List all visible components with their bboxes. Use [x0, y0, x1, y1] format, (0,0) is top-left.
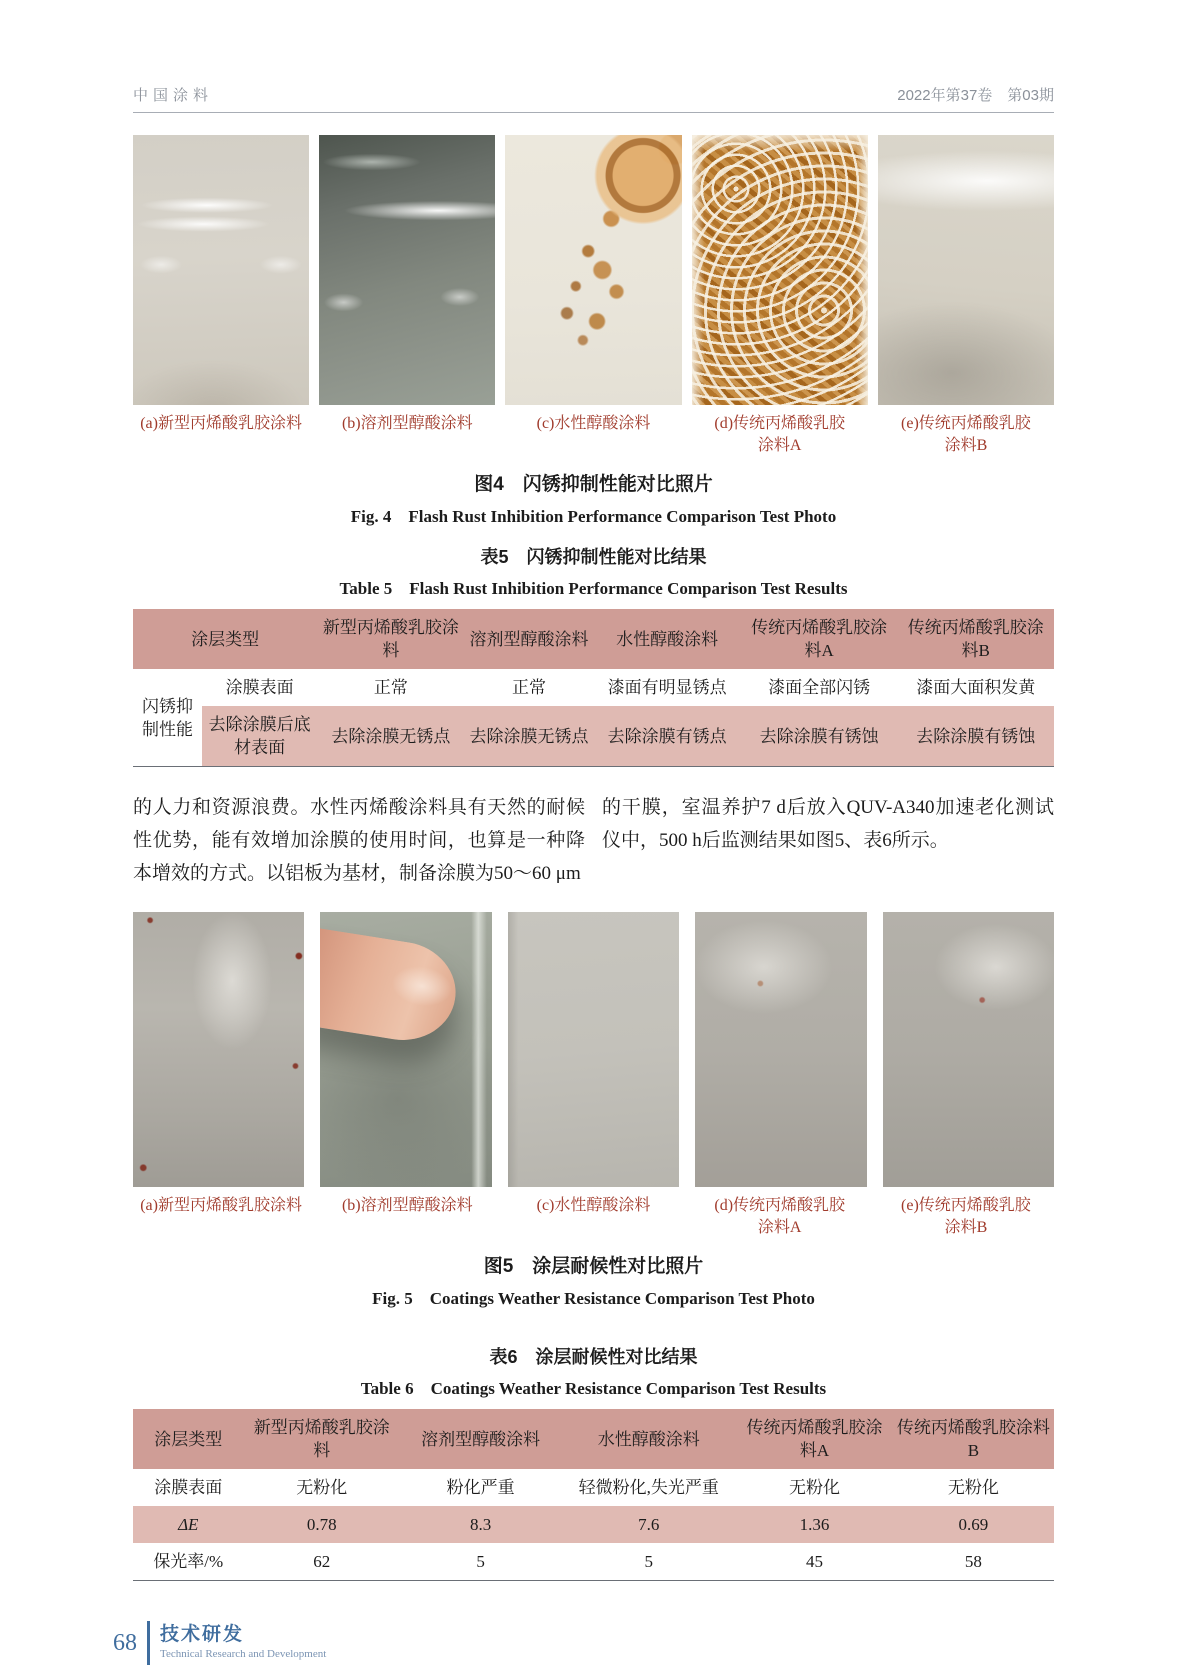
photo-fig4-solvent-alkyd: [319, 135, 495, 405]
figure4-photo-captions: [133, 413, 1054, 457]
section-name-cn: 技术研发: [160, 1624, 245, 1645]
caption-line: (e)传统丙烯酸乳胶: [901, 415, 1031, 432]
table6-row-surface: [133, 1469, 1054, 1506]
table5-title-en: Table 5 Flash Rust Inhibition Performance Comparison Test Results: [339, 579, 848, 598]
table6-cell: 无粉化: [947, 1478, 999, 1497]
finger-chalking-test: [320, 926, 463, 1048]
table5-header-cell: 水性醇酸涂料: [616, 629, 719, 649]
caption-line: 涂料A: [757, 437, 802, 454]
table5-row-label: 去除涂膜后底材表面: [202, 706, 317, 767]
table6-header-cell: 溶剂型醇酸涂料: [421, 1429, 541, 1449]
table6-header-cell: 传统丙烯酸乳胶涂料B: [896, 1418, 1050, 1460]
figure5-caption-en: Fig. 5 Coatings Weather Resistance Comparison Test Photo: [372, 1289, 815, 1308]
table5-cell: 去除涂膜有锈蚀: [897, 706, 1054, 767]
table6-row-label: 涂膜表面: [154, 1478, 223, 1497]
caption-line: (a)新型丙烯酸乳胶涂料: [140, 1197, 302, 1214]
caption-line: 涂料B: [944, 437, 988, 454]
caption-line: (d)传统丙烯酸乳胶: [714, 415, 846, 432]
body-text: [133, 791, 1054, 890]
caption-line: (c)水性醇酸涂料: [536, 1197, 651, 1214]
page-number: 68: [113, 1629, 137, 1656]
table6-cell: 5: [644, 1552, 653, 1571]
photo-caption: [319, 1195, 495, 1239]
table5-row-group-label: 闪锈抑制性能: [133, 669, 202, 767]
table5-cell: 去除涂膜有锈点: [593, 706, 740, 767]
table5-title-cn: 表5 闪锈抑制性能对比结果: [480, 547, 707, 567]
photo-caption: [505, 413, 681, 457]
caption-line: (a)新型丙烯酸乳胶涂料: [140, 415, 302, 432]
photo-caption: [133, 1195, 309, 1239]
table5-header-row: [133, 609, 1054, 669]
body-text-left-column: 的人力和资源浪费。水性丙烯酸涂料具有天然的耐候性优势，能有效增加涂膜的使用时间，也算是一种降本增效的方式。以铝板为基材，制备涂膜为50～60 μm: [133, 797, 585, 884]
photo-fig4-traditional-acrylic-a: [692, 135, 868, 405]
table6-row-delta-e: [133, 1506, 1054, 1543]
table5-header-cell: 新型丙烯酸乳胶涂料: [322, 618, 459, 660]
photo-caption: [878, 413, 1054, 457]
table5-cell: 正常: [512, 678, 547, 697]
table6-row-label: ΔE: [133, 1506, 244, 1543]
table5-cell: 去除涂膜无锈点: [317, 706, 464, 767]
photo-caption: [505, 1195, 681, 1239]
photo-fig5-solvent-alkyd: [320, 912, 491, 1187]
table6-cell: 轻微粉化,失光严重: [578, 1478, 719, 1497]
table5-cell: 去除涂膜无锈点: [465, 706, 594, 767]
photo-caption: [692, 413, 868, 457]
photo-caption: [319, 413, 495, 457]
table6-cell: 8.3: [400, 1506, 561, 1543]
figure5-caption-cn: 图5 涂层耐候性对比照片: [483, 1256, 704, 1277]
photo-fig4-waterborne-alkyd: [505, 135, 681, 405]
section-name-en: Technical Research and Development: [160, 1648, 327, 1660]
table-5: [133, 609, 1054, 767]
issue-info: 2022年第37卷 第03期: [897, 87, 1054, 104]
table6-row-label: 保光率/%: [153, 1552, 224, 1571]
table6-cell: 0.69: [893, 1506, 1054, 1543]
photo-fig4-new-acrylic-latex: [133, 135, 309, 405]
table6-cell: 7.6: [561, 1506, 736, 1543]
table5-row-label: 涂膜表面: [225, 678, 294, 697]
caption-line: (b)溶剂型醇酸涂料: [341, 1197, 473, 1214]
table5-header-cell: 溶剂型醇酸涂料: [469, 629, 589, 649]
table5-row-surface: [133, 669, 1054, 706]
figure4-caption-cn: 图4 闪锈抑制性能对比照片: [474, 474, 713, 495]
body-text-right-column: 的干膜，室温养护7 d后放入QUV-A340加速老化测试仪中，500 h后监测结果如图5、表6所示。: [602, 797, 1054, 851]
table5-cell: 漆面大面积发黄: [916, 678, 1036, 697]
table6-title-en: Table 6 Coatings Weather Resistance Comparison Test Results: [360, 1379, 827, 1398]
table6-header-cell: 传统丙烯酸乳胶涂料A: [746, 1418, 883, 1460]
caption-line: 涂料A: [757, 1219, 802, 1236]
header-rule: [133, 112, 1054, 113]
table5-header-cell: 涂层类型: [191, 629, 260, 649]
figure5-photo-captions: [133, 1195, 1054, 1239]
table6-header-cell: 新型丙烯酸乳胶涂料: [253, 1418, 390, 1460]
figure4-photo-strip: [133, 135, 1054, 405]
photo-fig5-traditional-acrylic-a: [695, 912, 866, 1187]
table6-row-gloss-retention: [133, 1543, 1054, 1581]
caption-line: (c)水性醇酸涂料: [536, 415, 651, 432]
table5-cell: 去除涂膜有锈蚀: [741, 706, 898, 767]
journal-name: 中国涂料: [133, 87, 214, 104]
table6-header-row: [133, 1409, 1054, 1469]
figure5-photo-strip: [133, 912, 1054, 1187]
caption-line: (d)传统丙烯酸乳胶: [714, 1197, 846, 1214]
photo-fig5-traditional-acrylic-b: [883, 912, 1054, 1187]
table6-cell: 1.36: [736, 1506, 893, 1543]
table6-cell: 45: [806, 1552, 824, 1571]
photo-caption: [133, 413, 309, 457]
footer-section: [160, 1624, 326, 1662]
figure4-caption-en: Fig. 4 Flash Rust Inhibition Performance Comparison Test Photo: [350, 507, 837, 526]
caption-line: (e)传统丙烯酸乳胶: [901, 1197, 1031, 1214]
photo-fig5-new-acrylic-latex: [133, 912, 304, 1187]
table6-cell: 58: [964, 1552, 982, 1571]
table6-cell: 无粉化: [296, 1478, 348, 1497]
table6-cell: 62: [313, 1552, 331, 1571]
table6-cell: 无粉化: [789, 1478, 841, 1497]
table6-header-cell: 水性醇酸涂料: [597, 1429, 700, 1449]
table5-header-cell: 传统丙烯酸乳胶涂料B: [907, 618, 1044, 660]
table5-cell: 正常: [373, 678, 408, 697]
table5-cell: 漆面全部闪锈: [768, 678, 871, 697]
table6-cell: 5: [476, 1552, 485, 1571]
caption-line: 涂料B: [944, 1219, 988, 1236]
table6-cell: 粉化严重: [446, 1478, 515, 1497]
caption-line: (b)溶剂型醇酸涂料: [341, 415, 473, 432]
photo-caption: [878, 1195, 1054, 1239]
table5-header-cell: 传统丙烯酸乳胶涂料A: [751, 618, 888, 660]
table6-header-cell: 涂层类型: [154, 1429, 223, 1449]
photo-fig4-traditional-acrylic-b: [878, 135, 1054, 405]
table5-row-substrate: [133, 706, 1054, 767]
footer-divider-bar: [147, 1621, 150, 1665]
running-head: [133, 84, 1054, 105]
photo-caption: [692, 1195, 868, 1239]
table6-title-cn: 表6 涂层耐候性对比结果: [489, 1347, 698, 1367]
photo-fig5-waterborne-alkyd: [508, 912, 679, 1187]
table5-cell: 漆面有明显锈点: [607, 678, 727, 697]
table-6: [133, 1409, 1054, 1581]
table6-cell: 0.78: [244, 1506, 401, 1543]
page-footer: [113, 1621, 1054, 1665]
